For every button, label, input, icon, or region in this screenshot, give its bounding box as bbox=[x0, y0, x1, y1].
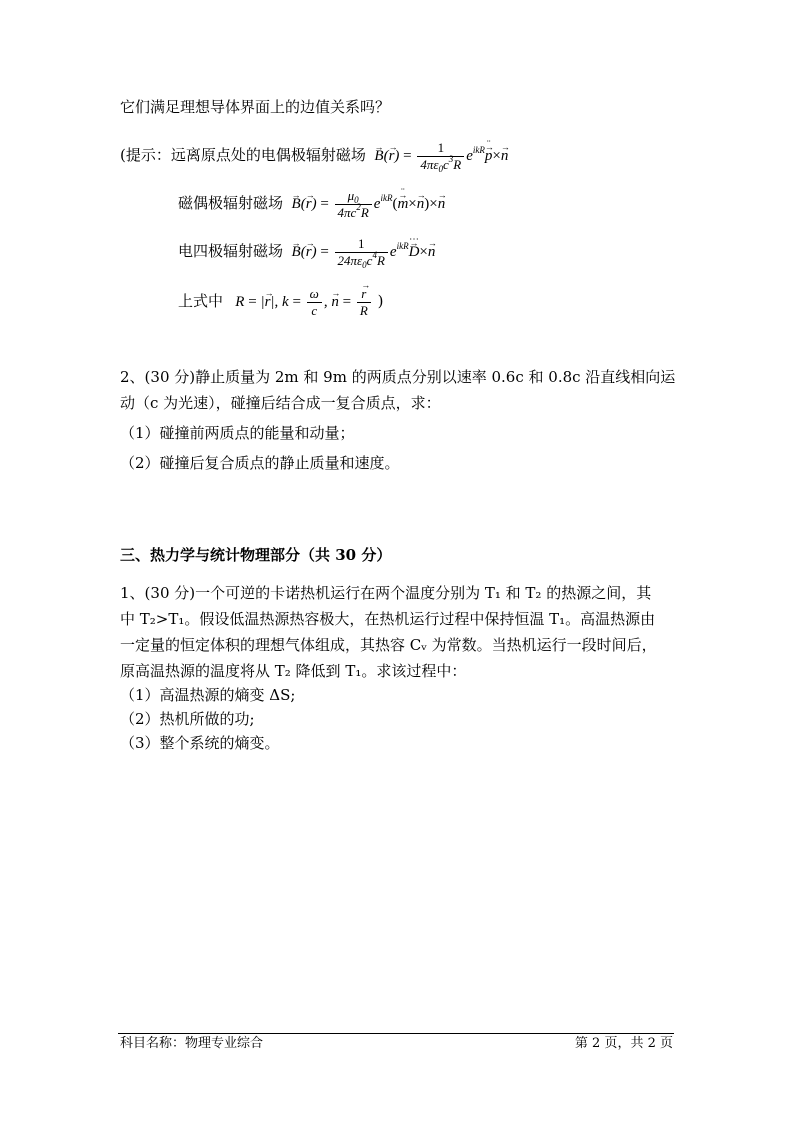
q2-item2: （2）碰撞后复合质点的静止质量和速度。 bbox=[120, 454, 400, 472]
footer-page-number: 第 2 页，共 2 页 bbox=[574, 1036, 673, 1051]
magnetic-dipole-formula: → B(→ r) = $\frac{\mu_0}{4\pi c^2R}$ $e^{ikR}(\to m$ ¨×→ n)×→ n bbox=[288, 196, 445, 212]
q3-line1: 1、(30 分)一个可逆的卡诺热机运行在两个温度分别为 T₁ 和 T₂ 的热源之间，其 bbox=[120, 584, 652, 602]
hint-electric-quadrupole bbox=[178, 236, 435, 269]
q2-line1: 2、(30 分)静止质量为 2m 和 9m 的两质点分别以速率 0.6c 和 0.8c 沿直线相向运 bbox=[120, 368, 676, 386]
q3-item3: （3）整个系统的熵变。 bbox=[120, 734, 280, 752]
q3-line2: 中 T₂>T₁。假设低温热源热容极大，在热机运行过程中保持恒温 T₁。高温热源由 bbox=[120, 610, 656, 628]
hint-electric-dipole bbox=[120, 140, 508, 173]
footer-divider bbox=[118, 1033, 674, 1034]
footer-subject: 科目名称：物理专业综合 bbox=[120, 1036, 264, 1051]
hint-definitions bbox=[178, 286, 383, 319]
q2-line2: 动（c 为光速），碰撞后结合成一复合质点，求： bbox=[120, 394, 441, 412]
hint-line1-label: (提示：远离原点处的电偶极辐射磁场 bbox=[120, 145, 366, 164]
q2-item1: （1）碰撞前两质点的能量和动量； bbox=[120, 424, 355, 442]
electric-dipole-formula: → B(→ r) = $\frac{1}{4\pi\varepsilon_0c^3R}$ $e^{ikR}\to p$ ¨×→ n bbox=[371, 148, 509, 164]
hint-close-paren: ) bbox=[377, 291, 384, 310]
hint-line3-label: 电四极辐射磁场 bbox=[178, 241, 284, 260]
q3-line4: 原高温热源的温度将从 T₂ 降低到 T₁。求该过程中： bbox=[120, 662, 467, 680]
section3-heading: 三、热力学与统计物理部分（共 30 分） bbox=[120, 546, 392, 564]
hint-line2-label: 磁偶极辐射磁场 bbox=[178, 193, 284, 212]
q3-line3: 一定量的恒定体积的理想气体组成，其热容 Cᵥ 为常数。当热机运行一段时间后， bbox=[120, 636, 657, 654]
q3-item1: （1）高温热源的熵变 ΔS; bbox=[120, 686, 296, 704]
electric-quadrupole-formula: → B(→ r) = $\frac{1}{24\pi\varepsilon_0c^4R}$ $e^{ikR}\to D$ ⋯×→ n bbox=[288, 244, 436, 260]
q3-item2: （2）热机所做的功; bbox=[120, 710, 255, 728]
hint-line4-label: 上式中 bbox=[178, 291, 224, 310]
hint-magnetic-dipole bbox=[178, 188, 445, 221]
definitions-formula: R = |→ r|, k = $\frac{\omega}{c}$ , → n = → $\frac{r}{R}$ bbox=[228, 294, 373, 310]
intro-question: 它们满足理想导体界面上的边值关系吗？ bbox=[120, 98, 391, 116]
